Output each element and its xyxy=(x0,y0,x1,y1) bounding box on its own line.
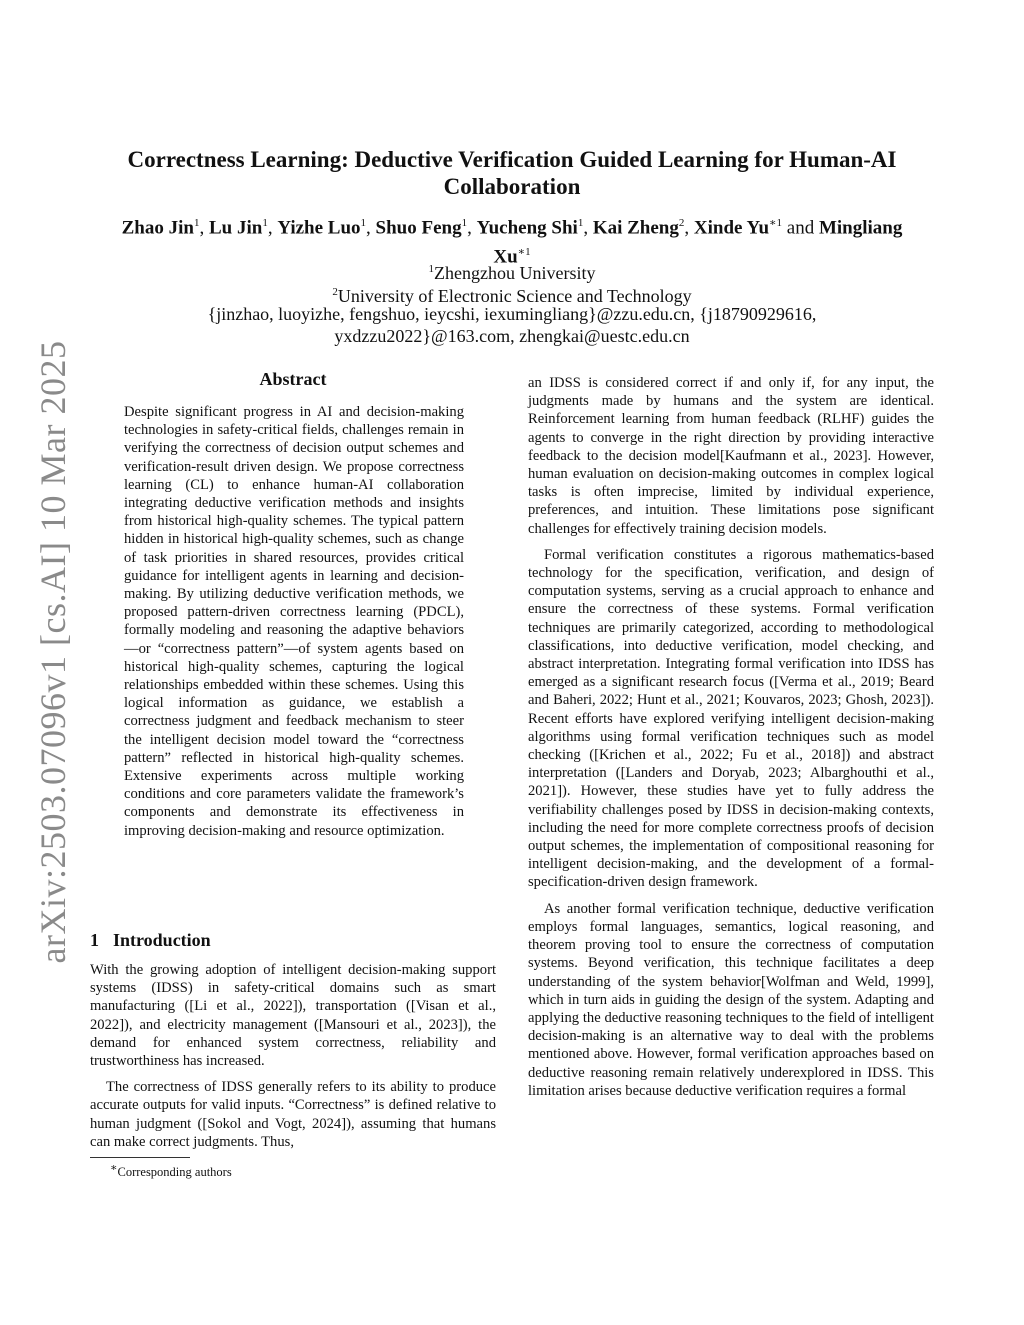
author-name: Yizhe Luo xyxy=(277,217,361,239)
author-name: Yucheng Shi xyxy=(476,217,578,239)
authors-and: and xyxy=(786,217,815,239)
footnote-rule xyxy=(90,1157,190,1158)
paragraph: an IDSS is considered correct if and only if, for any input, the judgments made by humans and the system are identical. Reinforcement learning from human feedback (RLHF) guides the agents to converge in the right direction by providing interactive feedback to the decision model[Kaufmann et al., 2023]. However, human evaluation on decision-making outcomes in complex logical tasks is often imprecise, limited by individual experience, preferences, and intuition. These limitations pose significant challenges for effectively training decision models. xyxy=(528,375,934,537)
paragraph: The correctness of IDSS generally refers to its ability to produce accurate outputs for valid inputs. “Correctness” is defined relative to human judgment ([Sokol and Vogt, 2024]), assuming that humans can make correct judgments. Thus, xyxy=(90,1079,496,1150)
author-name: Kai Zheng xyxy=(592,217,679,239)
paragraph: With the growing adoption of intelligent decision-making support systems (IDSS) in safety-critical domains such as smart manufacturing ([Li et al., 2022]), transportation ([Visan et al., 2022]), and electricity management ([Mansouri et al., 2023]), the demand for enhanced system correctness, reliability and trustworthiness has increased. xyxy=(90,962,496,1070)
abstract-body: Despite significant progress in AI and decision-making technologies in safety-critical fields, challenges remain in verifying the correctness of decision output schemes and verification-result driven design. We propose correctness learning (CL) to enhance human-AI collaboration integrating deductive verification methods and insights from historical high-quality schemes. The typical pattern hidden in historical high-quality schemes, such as change of task priorities in shared resources, provides critical guidance for intelligent agents in learning and decision-making. By utilizing deductive verification methods, we proposed pattern-driven correctness learning (PDCL), formally modeling and reasoning the adaptive behaviors—or “correctness pattern”—of system agents based on historical high-quality schemes, capturing the logical relationships embedded within these schemes. Using this logical information as guidance, we establish a correctness judgment and feedback mechanism to steer the intelligent decision model toward the “correctness pattern” reflected in historical high-quality schemes. Extensive experiments across multiple working conditions and core parameters validate the framework’s components and demonstrate its effectiveness in improving decision-making and resource optimization. xyxy=(124,404,464,839)
author-list: Zhao Jin$^1$, Lu Jin$^1$, Yizhe Luo$^1$, Shuo Feng$^1$, Yucheng Shi$^1$, Kai Zheng$^2$, Xinde $Yu^{∗1}$ and Mingliang $Xu^{∗1}$ xyxy=(121,217,903,268)
paragraph: Formal verification constitutes a rigorous mathematics-based technology for the specification, verification, and design of computation systems, serving as a crucial approach to enhance and ensure the correctness of these systems. Formal verification techniques are primarily categorized, according to methodological classifications, into deductive verification, model checking, and abstract interpretation. Integrating formal verification into IDSS has emerged as a significant research focus ([Verma et al., 2019; Beard and Baheri, 2022; Hunt et al., 2021; Kouvaros, 2023; Ghosh, 2023]). Recent efforts have explored verifying intelligent decision-making algorithms using formal verification techniques such as model checking ([Krichen et al., 2022; Fu et al., 2018]) and abstract interpretation ([Landers and Doryab, 2023; Albarghouthi et al., 2021]). However, these studies have yet to fully address the verifiability challenges posed by IDSS in decision-making contexts, including the need for more complete correctness proofs of decision output schemes, the implementation of compositional reasoning for intelligent decision-making, and the development of a formal-specification-driven design framework. xyxy=(528,546,934,891)
section-number: 1 xyxy=(90,930,99,950)
affiliation-sup: 1 xyxy=(428,263,435,275)
footnote xyxy=(110,1161,232,1180)
section-title: Introduction xyxy=(113,930,211,950)
author-sup: ∗1 xyxy=(769,217,783,229)
author-name: Xinde Yu xyxy=(693,217,770,239)
footnote-mark: ∗ xyxy=(110,1162,118,1174)
author-sup: 2 xyxy=(678,217,685,229)
author-sup: 1 xyxy=(193,217,200,229)
footnote-text: Corresponding authors xyxy=(117,1165,232,1180)
author-sup: ∗1 xyxy=(517,246,531,259)
intro-column xyxy=(90,961,496,1159)
author-name: Shuo Feng xyxy=(375,217,462,239)
affiliation-name: Zhengzhou University xyxy=(434,263,596,283)
section-heading xyxy=(90,930,225,951)
author-emails: {jinzhao, luoyizhe, fengshuo, ieycshi, iexumingliang}@zzu.edu.cn, {j18790929616, yxdzzu2022}@163.com, zhengkai@uestc.edu.cn xyxy=(207,304,817,346)
paper-title: Correctness Learning: Deductive Verification Guided Learning for Human-AI Collaboration xyxy=(127,147,897,199)
affiliation-sup: 2 xyxy=(332,286,338,298)
abstract-heading: Abstract xyxy=(259,369,327,389)
arxiv-stamp xyxy=(22,340,84,964)
author-name: Mingliang Xu xyxy=(493,217,903,268)
author-sup: 1 xyxy=(262,217,268,229)
author-name: Zhao Jin xyxy=(121,217,194,239)
affiliation-name: University of Electronic Science and Technology xyxy=(337,286,692,306)
arxiv-stamp-text: arXiv:2503.07096v1 [cs.AI] 10 Mar 2025 xyxy=(33,340,73,964)
author-sup: 1 xyxy=(577,217,584,229)
paragraph: As another formal verification technique, deductive verification employs formal languages, semantics, logical reasoning, and theorem proving tool to ensure the correctness of computation systems. Beyond verification, this technique facilitates a deep understanding of the system behavior[Wolfman and Weld, 1999], which in turn aids in guiding the design of the system. Adapting and applying the deductive reasoning techniques to the field of intelligent decision-making is an alternative way to deal with the problems mentioned above. However, formal verification approaches based on deductive reasoning remain relatively underexplored in IDSS. This limitation arises because deductive verification requires a formal xyxy=(528,900,934,1099)
author-name: Lu Jin xyxy=(208,217,263,239)
author-sup: 1 xyxy=(461,217,468,229)
right-column xyxy=(528,374,934,1108)
author-sup: 1 xyxy=(360,217,367,229)
